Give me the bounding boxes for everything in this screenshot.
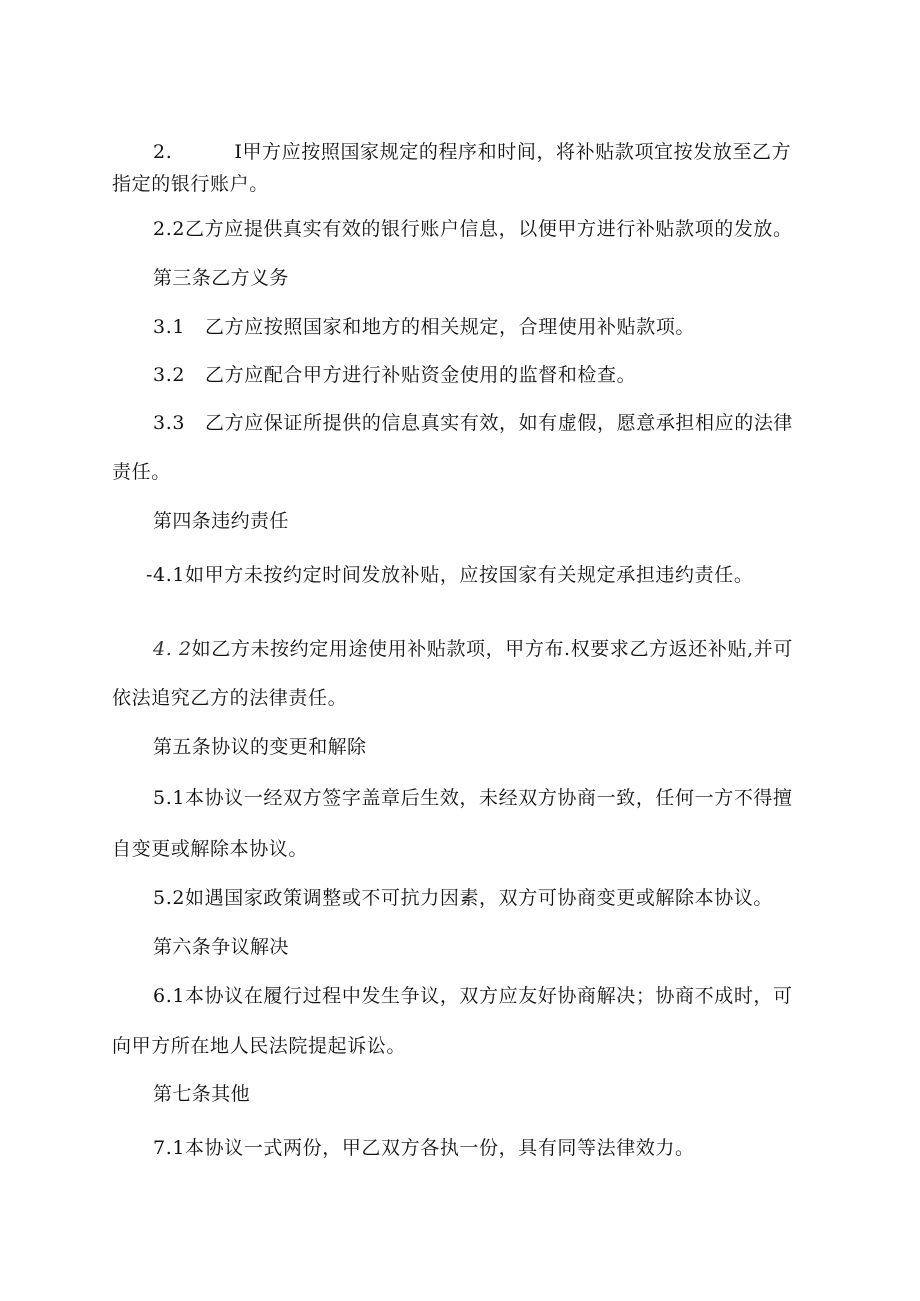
clause-4-1: -4.1如甲方未按约定时间发放补贴，应按国家有关规定承担违约责任。 bbox=[146, 564, 754, 586]
article-5-heading: 第五条协议的变更和解除 bbox=[153, 736, 367, 758]
clause-2-1-number: 2. bbox=[153, 141, 173, 163]
article-4-heading: 第四条违约责任 bbox=[153, 510, 289, 532]
clause-3-1-number: 3.1 bbox=[153, 316, 186, 338]
article-3-heading: 第三条乙方义务 bbox=[153, 267, 289, 289]
clause-3-3-text: 乙方应保证所提供的信息真实有效，如有虚假，愿意承担相应的法律 bbox=[205, 412, 794, 434]
clause-3-3-line-2: 责任。 bbox=[112, 461, 171, 483]
clause-5-2: 5.2如遇国家政策调整或不可抗力因素，双方可协商变更或解除本协议。 bbox=[153, 887, 774, 909]
clause-3-3-line-1 bbox=[153, 411, 793, 435]
clause-4-2-text: 如乙方未按约定用途使用补贴款项，甲方布.权要求乙方返还补贴,并可 bbox=[191, 638, 793, 660]
clause-4-2-number: 4. 2 bbox=[153, 638, 192, 660]
clause-4-2-line-2: 依法追究乙方的法律责任。 bbox=[112, 687, 348, 709]
clause-5-1-line-2: 自变更或解除本协议。 bbox=[112, 838, 309, 860]
article-6-heading: 第六条争议解决 bbox=[153, 936, 289, 958]
clause-2-1-line-2: 指定的银行账户。 bbox=[112, 173, 269, 195]
clause-2-2: 2.2乙方应提供真实有效的银行账户信息，以便甲方进行补贴款项的发放。 bbox=[153, 218, 793, 240]
clause-2-1-text: 甲方应按照国家规定的程序和时间，将补贴款项宜按发放至乙方 bbox=[242, 141, 792, 163]
clause-3-2-number: 3.2 bbox=[153, 364, 186, 386]
clause-4-2-line-1 bbox=[153, 637, 793, 661]
article-7-heading: 第七条其他 bbox=[153, 1083, 251, 1105]
clause-2-1-line-1 bbox=[153, 140, 791, 164]
clause-3-2-text: 乙方应配合甲方进行补贴资金使用的监督和检查。 bbox=[205, 364, 637, 386]
clause-3-1-text: 乙方应按照国家和地方的相关规定，合理使用补贴款项。 bbox=[205, 316, 696, 338]
clause-3-3-number: 3.3 bbox=[153, 412, 186, 434]
clause-6-1-line-2: 向甲方所在地人民法院提起诉讼。 bbox=[112, 1035, 407, 1057]
clause-3-2 bbox=[153, 363, 636, 387]
clause-2-1-marker: I bbox=[234, 141, 243, 163]
clause-3-1 bbox=[153, 315, 695, 339]
clause-5-1-line-1: 5.1本协议一经双方签字盖章后生效，未经双方协商一致，任何一方不得擅 bbox=[153, 787, 793, 809]
clause-6-1-line-1: 6.1本协议在履行过程中发生争议，双方应友好协商解决；协商不成时，可 bbox=[153, 985, 793, 1007]
clause-7-1: 7.1本协议一式两份，甲乙双方各执一份，具有同等法律效力。 bbox=[153, 1137, 695, 1159]
